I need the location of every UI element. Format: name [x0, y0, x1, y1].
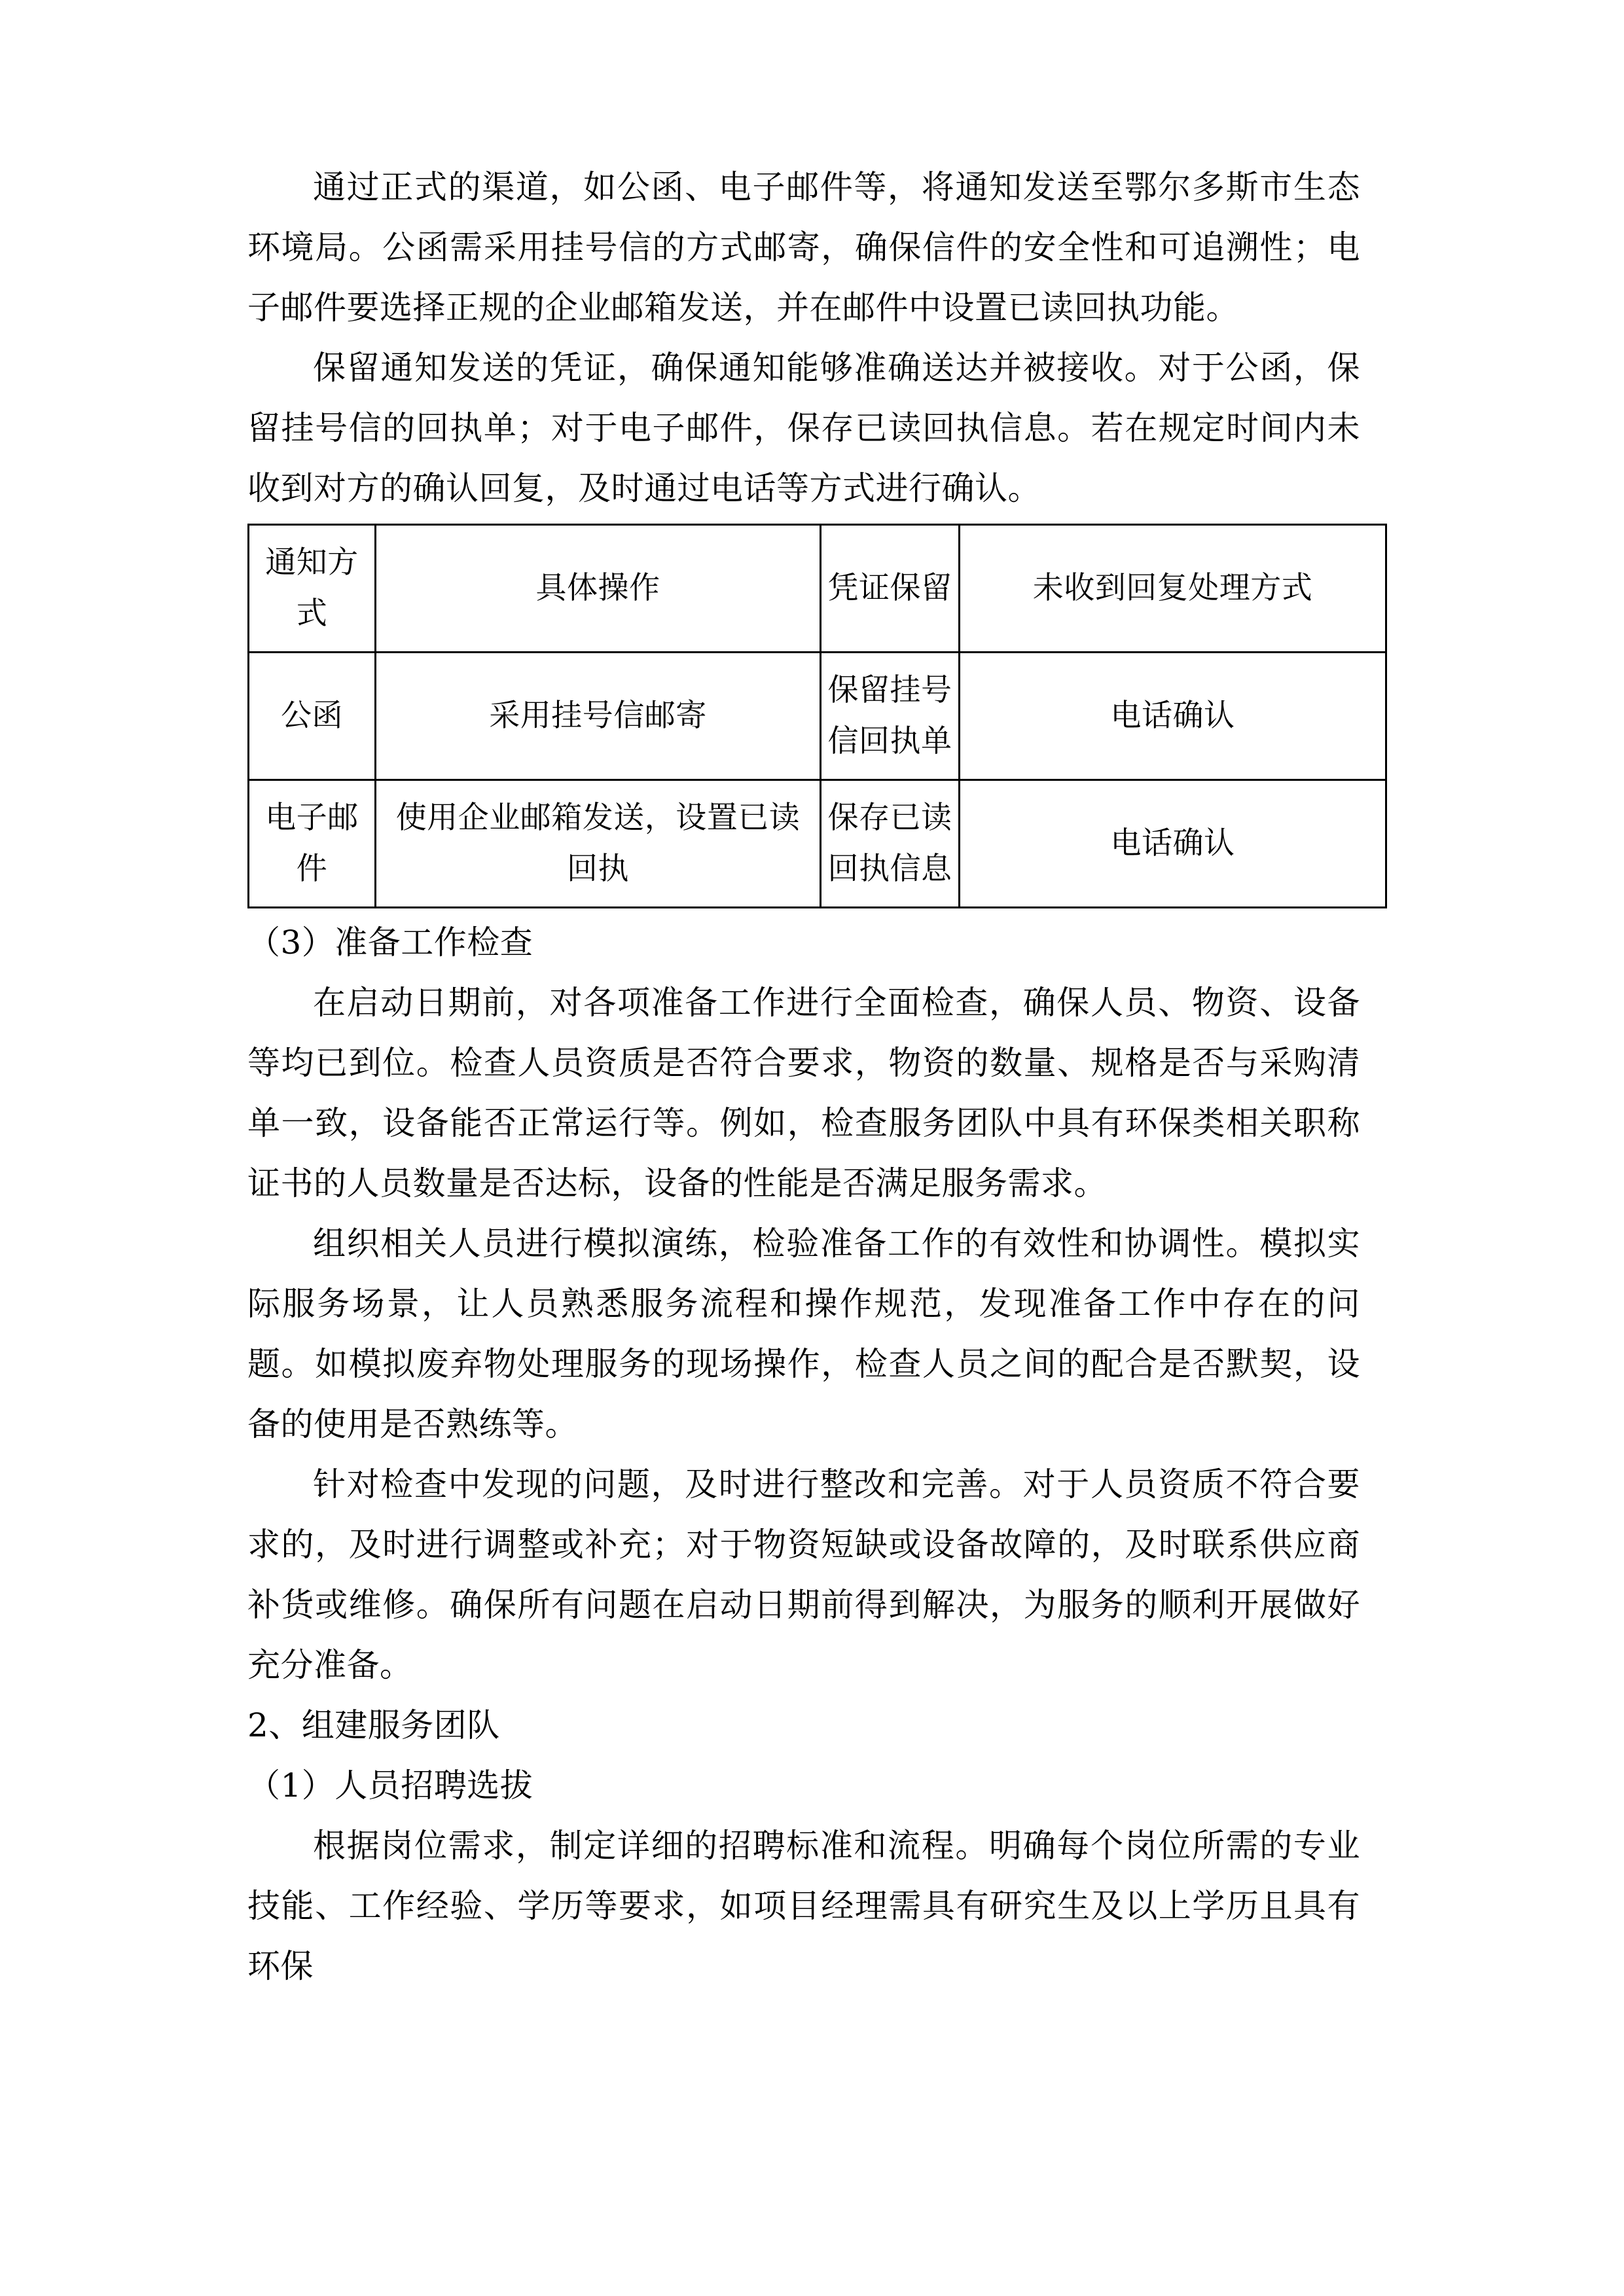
- paragraph-recruitment-standard: 根据岗位需求，制定详细的招聘标准和流程。明确每个岗位所需的专业技能、工作经验、学历等要求，如项目经理需具有研究生及以上学历且具有环保: [247, 1827, 1360, 1985]
- heading-build-service-team: 2、组建服务团队: [247, 1706, 500, 1744]
- document-content-column: [247, 157, 1360, 1996]
- paragraph-simulation-drill: 组织相关人员进行模拟演练，检验准备工作的有效性和协调性。模拟实际服务场景，让人员熟悉服务流程和操作规范，发现准备工作中存在的问题。如模拟废弃物处理服务的现场操作，检查人员之间的配合是否默契，设备的使用是否熟练等。: [247, 1225, 1360, 1443]
- table-header-cell-operation: 具体操作: [376, 525, 821, 653]
- paragraph-rectification: 针对检查中发现的问题，及时进行整改和完善。对于人员资质不符合要求的，及时进行调整或补充；对于物资短缺或设备故障的，及时联系供应商补货或维修。确保所有问题在启动日期前得到解决，为服务的顺利开展做好充分准备。: [247, 1465, 1360, 1684]
- table-row: [249, 653, 1386, 780]
- heading-recruitment-selection: （1）人员招聘选拔: [247, 1767, 533, 1804]
- table-cell-proof: 保留挂号信回执单: [821, 653, 960, 780]
- table-header-cell-no-reply: 未收到回复处理方式: [960, 525, 1386, 653]
- notification-method-table-wrapper: [247, 524, 1385, 908]
- table-cell-method: 电子邮件: [249, 780, 376, 908]
- table-cell-no-reply: 电话确认: [960, 653, 1386, 780]
- table-cell-operation: 使用企业邮箱发送，设置已读回执: [376, 780, 821, 908]
- table-row: [249, 780, 1386, 908]
- table-cell-no-reply: 电话确认: [960, 780, 1386, 908]
- table-header-cell-method: 通知方式: [249, 525, 376, 653]
- table-cell-operation: 采用挂号信邮寄: [376, 653, 821, 780]
- table-header-row: [249, 525, 1386, 653]
- paragraph-formal-channel-notice: 通过正式的渠道，如公函、电子邮件等，将通知发送至鄂尔多斯市生态环境局。公函需采用挂号信的方式邮寄，确保信件的安全性和可追溯性；电子邮件要选择正规的企业邮箱发送，并在邮件中设置已读回执功能。: [247, 168, 1360, 327]
- paragraph-retain-proof: 保留通知发送的凭证，确保通知能够准确送达并被接收。对于公函，保留挂号信的回执单；对于电子邮件，保存已读回执信息。若在规定时间内未收到对方的确认回复，及时通过电话等方式进行确认。: [247, 349, 1360, 507]
- notification-method-table: [247, 524, 1387, 908]
- heading-preparation-check: （3）准备工作检查: [247, 924, 533, 961]
- table-cell-method: 公函: [249, 653, 376, 780]
- table-header-cell-proof: 凭证保留: [821, 525, 960, 653]
- paragraph-comprehensive-check: 在启动日期前，对各项准备工作进行全面检查，确保人员、物资、设备等均已到位。检查人员资质是否符合要求，物资的数量、规格是否与采购清单一致，设备能否正常运行等。例如，检查服务团队中具有环保类相关职称证书的人员数量是否达标，设备的性能是否满足服务需求。: [247, 984, 1360, 1202]
- table-cell-proof: 保存已读回执信息: [821, 780, 960, 908]
